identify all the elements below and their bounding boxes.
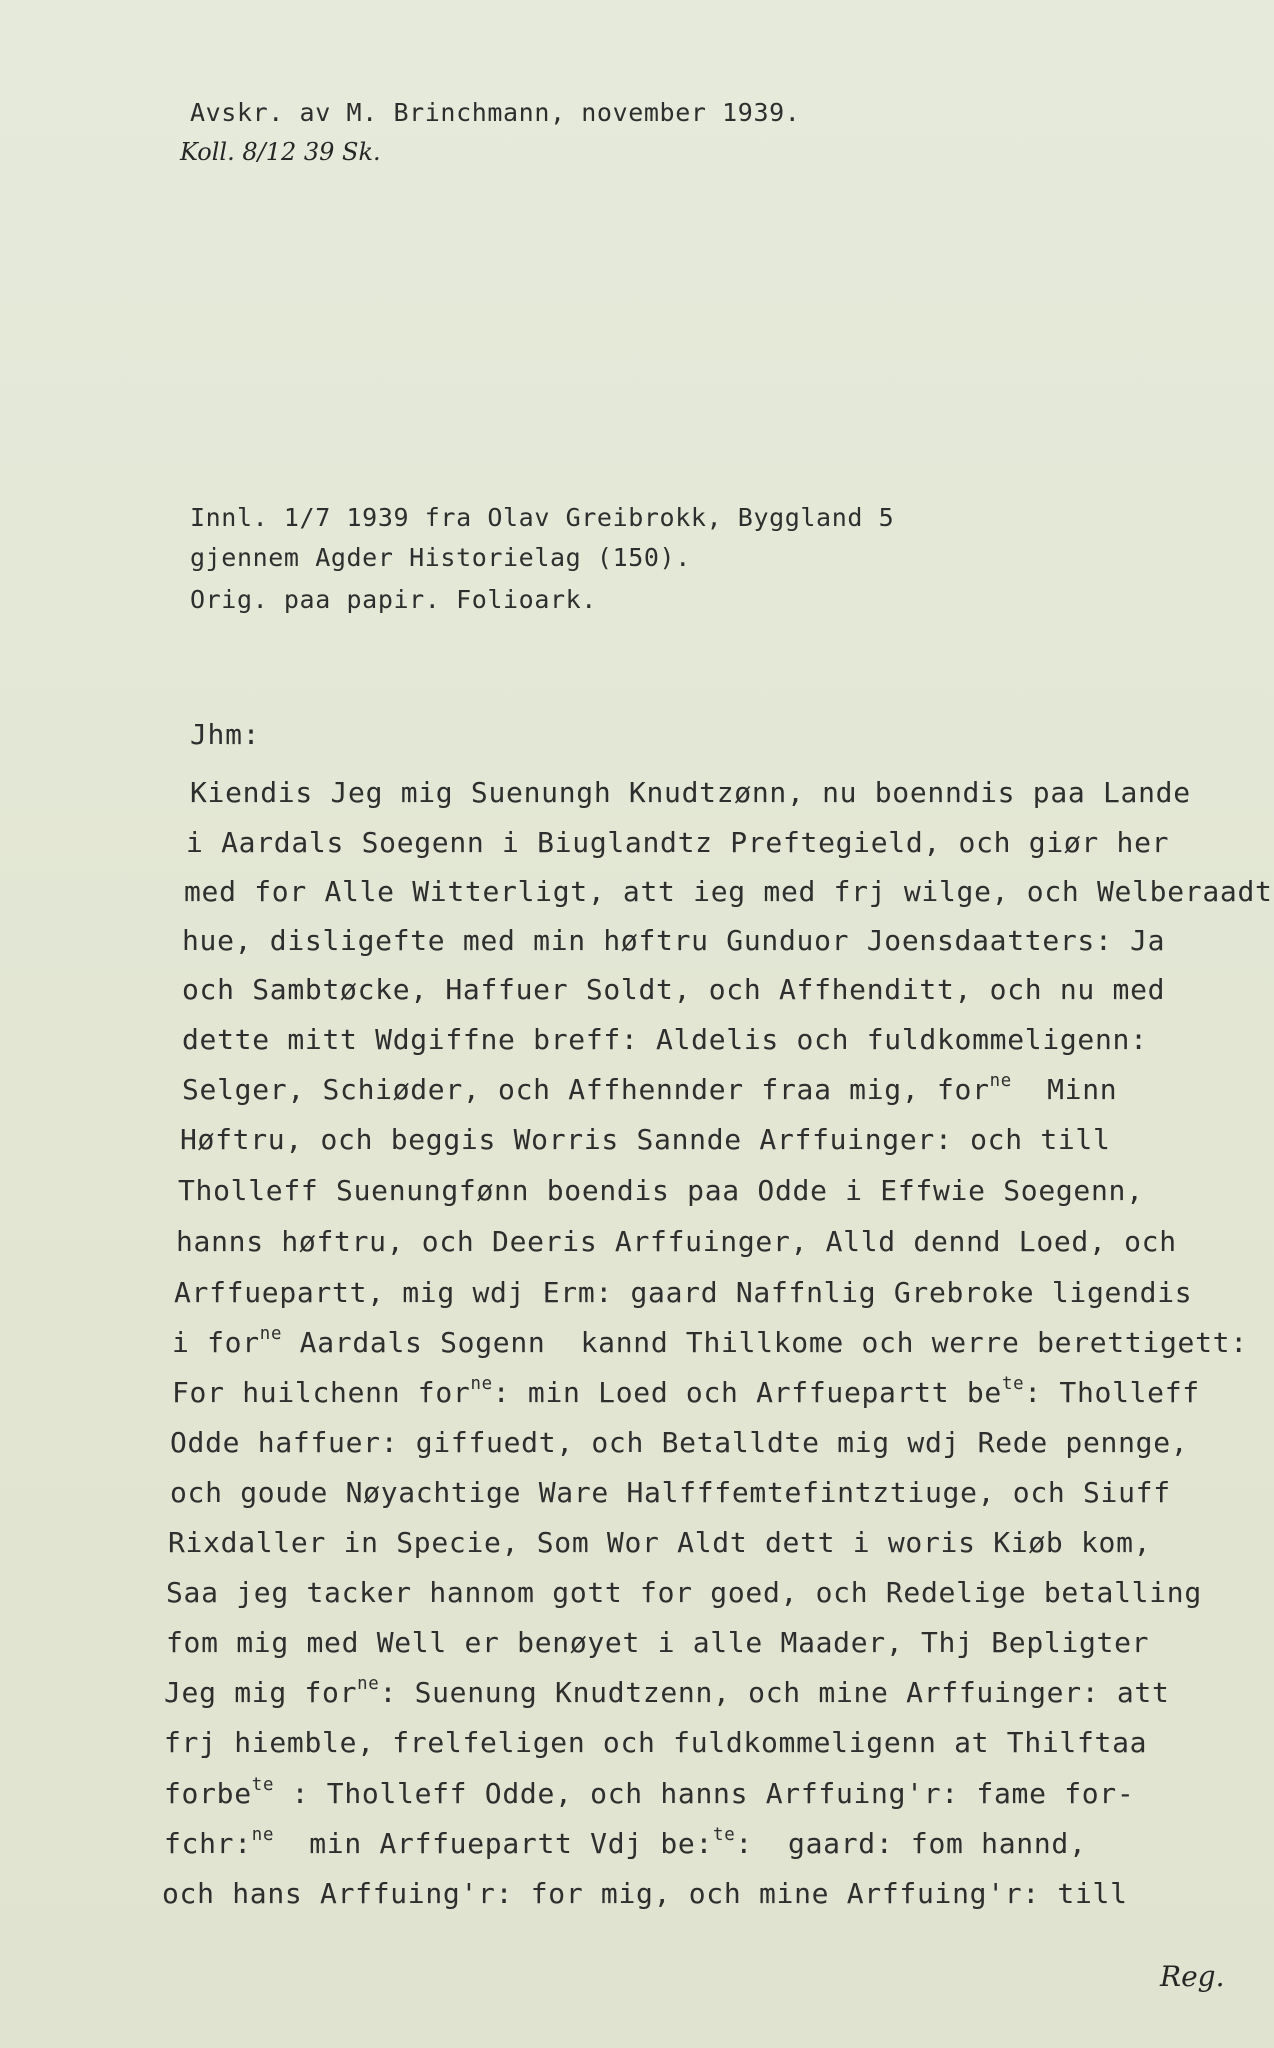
body-line: Tholleff Suenungfønn boendis paa Odde i Effwie Soegenn, [178, 1174, 1144, 1207]
body-line: med for Alle Witterligt, att ieg med frj wilge, och Welberaadt [184, 875, 1273, 908]
body-line: fchr:$^{ne}$ min Arffuepartt Vdj be:$^{te}$: gaard: fom hannd, [164, 1824, 1087, 1860]
provenance-line-3: Orig. paa papir. Folioark. [190, 585, 597, 614]
body-line: Odde haffuer: giffuedt, och Betalldte mig wdj Rede pennge, [170, 1426, 1189, 1459]
body-line: i for$^{ne}$ Aardals Sogenn kannd Thillkome och werre berettigett: [172, 1323, 1248, 1359]
body-line: For huilchenn for$^{ne}$: min Loed och Arffuepartt $be^{te}$: Tholleff [172, 1373, 1200, 1409]
body-line: fom mig med Well er benøyet i alle Maader, Thj Bepligter [166, 1626, 1150, 1659]
body-line: Kiendis Jeg mig Suenungh Knudtzønn, nu boenndis paa Lande [190, 776, 1191, 809]
body-line: forbe$^{te}$ : Tholleff Odde, och hanns Arffuing'r: fame for- [164, 1774, 1135, 1810]
margin-register-note: Reg. [1160, 1960, 1225, 1993]
salutation: Jhm: [190, 718, 261, 751]
provenance-line-2: gjennem Agder Historielag (150). [190, 543, 691, 572]
body-line: dette mitt Wdgiffne breff: Aldelis och fuldkommeligenn: [182, 1023, 1148, 1056]
body-line: och goude Nøyachtige Ware Halfffemtefintztiuge, och Siuff [170, 1476, 1171, 1509]
transcriber-line: Avskr. av M. Brinchmann, november 1939. [190, 98, 801, 127]
body-line: Høftru, och beggis Worris Sannde Arffuinger: och till [180, 1123, 1111, 1156]
body-line: frj hiemble, frelfeligen och fuldkommeligenn at Thilftaa [164, 1726, 1148, 1759]
body-line: Saa jeg tacker hannom gott for goed, och Redelige betalling [166, 1576, 1202, 1609]
body-line: i Aardals Soegenn i Biuglandtz Preftegield, och giør her [186, 826, 1170, 859]
handwritten-collation-note: Koll. 8/12 39 Sk. [180, 138, 381, 166]
body-line: Arffuepartt, mig wdj Erm: gaard Naffnlig Grebroke ligendis [174, 1276, 1193, 1309]
body-line: hue, disligefte med min høftru Gunduor Joensdaatters: Ja [182, 924, 1166, 957]
body-line: och Sambtøcke, Haffuer Soldt, och Affhenditt, och nu med [182, 973, 1166, 1006]
body-line: och hans Arffuing'r: for mig, och mine Arffuing'r: till [162, 1877, 1128, 1910]
body-line: Rixdaller in Specie, Som Wor Aldt dett i woris Kiøb kom, [168, 1526, 1152, 1559]
body-line: hanns høftru, och Deeris Arffuinger, Alld dennd Loed, och [176, 1225, 1177, 1258]
provenance-line-1: Innl. 1/7 1939 fra Olav Greibrokk, Byggland 5 [190, 503, 895, 532]
body-line: Selger, Schiøder, och Affhennder fraa mig, for$^{ne}$ Minn [182, 1070, 1118, 1106]
body-line: Jeg mig for$^{ne}$: Suenung Knudtzenn, och mine Arffuinger: att [164, 1673, 1170, 1709]
